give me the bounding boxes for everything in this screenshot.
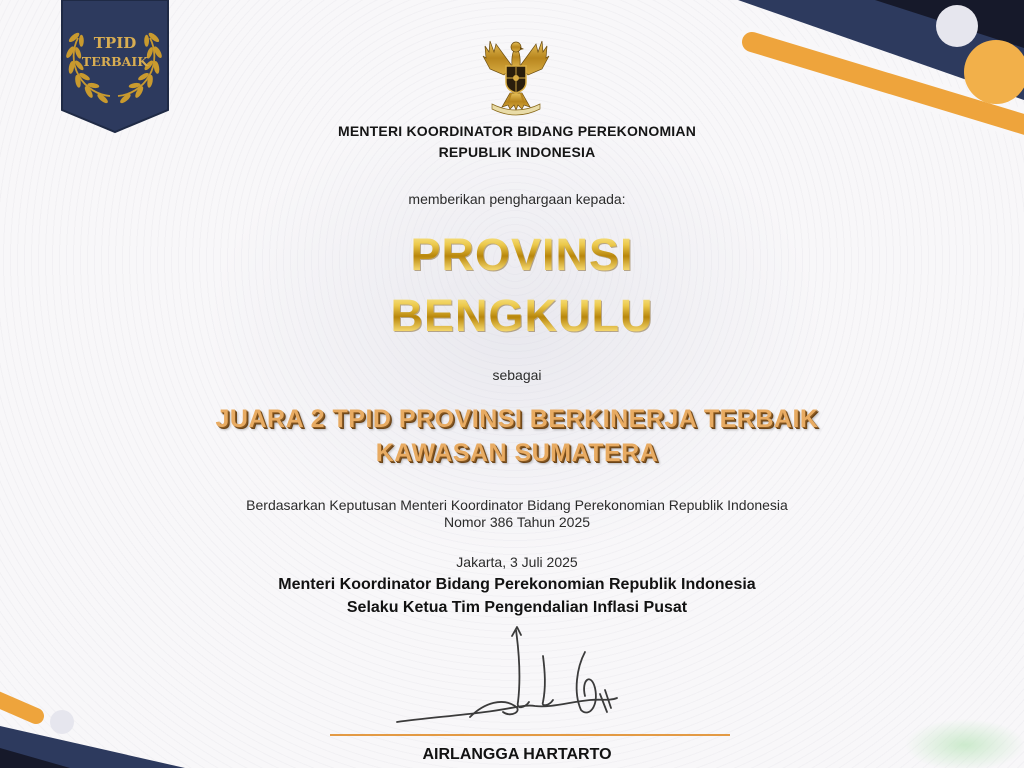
connector-text: sebagai (492, 367, 542, 383)
signatory-role: Selaku Ketua Tim Pengendalian Inflasi Pusat (346, 599, 688, 616)
garuda-pancasila-emblem (482, 36, 550, 116)
award-region: KAWASAN SUMATERA (375, 439, 659, 467)
handwritten-signature (385, 622, 635, 730)
signature-line (330, 734, 730, 736)
recipient-name: BENGKULU (390, 290, 654, 341)
issuer-title: MENTERI KOORDINATOR BIDANG PEREKONOMIAN (337, 123, 697, 139)
recipient-line-2 (20, 290, 1024, 342)
signatory-title: Menteri Koordinator Bidang Perekonomian Republik Indonesia (278, 576, 756, 593)
tpid-terbaik-badge (60, 0, 170, 135)
intro-text: memberikan penghargaan kepada: (408, 191, 626, 207)
signatory-name: AIRLANGGA HARTARTO (422, 746, 612, 763)
award-title: JUARA 2 TPID PROVINSI BERKINERJA TERBAIK (215, 405, 819, 433)
decree-number: Nomor 386 Tahun 2025 (443, 514, 591, 530)
recipient-type: PROVINSI (410, 229, 634, 280)
place-date: Jakarta, 3 Juli 2025 (456, 554, 578, 570)
corner-decoration-top-right (700, 0, 1024, 140)
recipient-line-1 (20, 229, 1024, 281)
badge-title: TPID (93, 34, 137, 52)
badge-subtitle: TERBAIK (81, 54, 149, 69)
issuer-country: REPUBLIK INDONESIA (438, 144, 596, 160)
decree-basis: Berdasarkan Keputusan Menteri Koordinator Bidang Perekonomian Republik Indonesia (246, 497, 788, 513)
